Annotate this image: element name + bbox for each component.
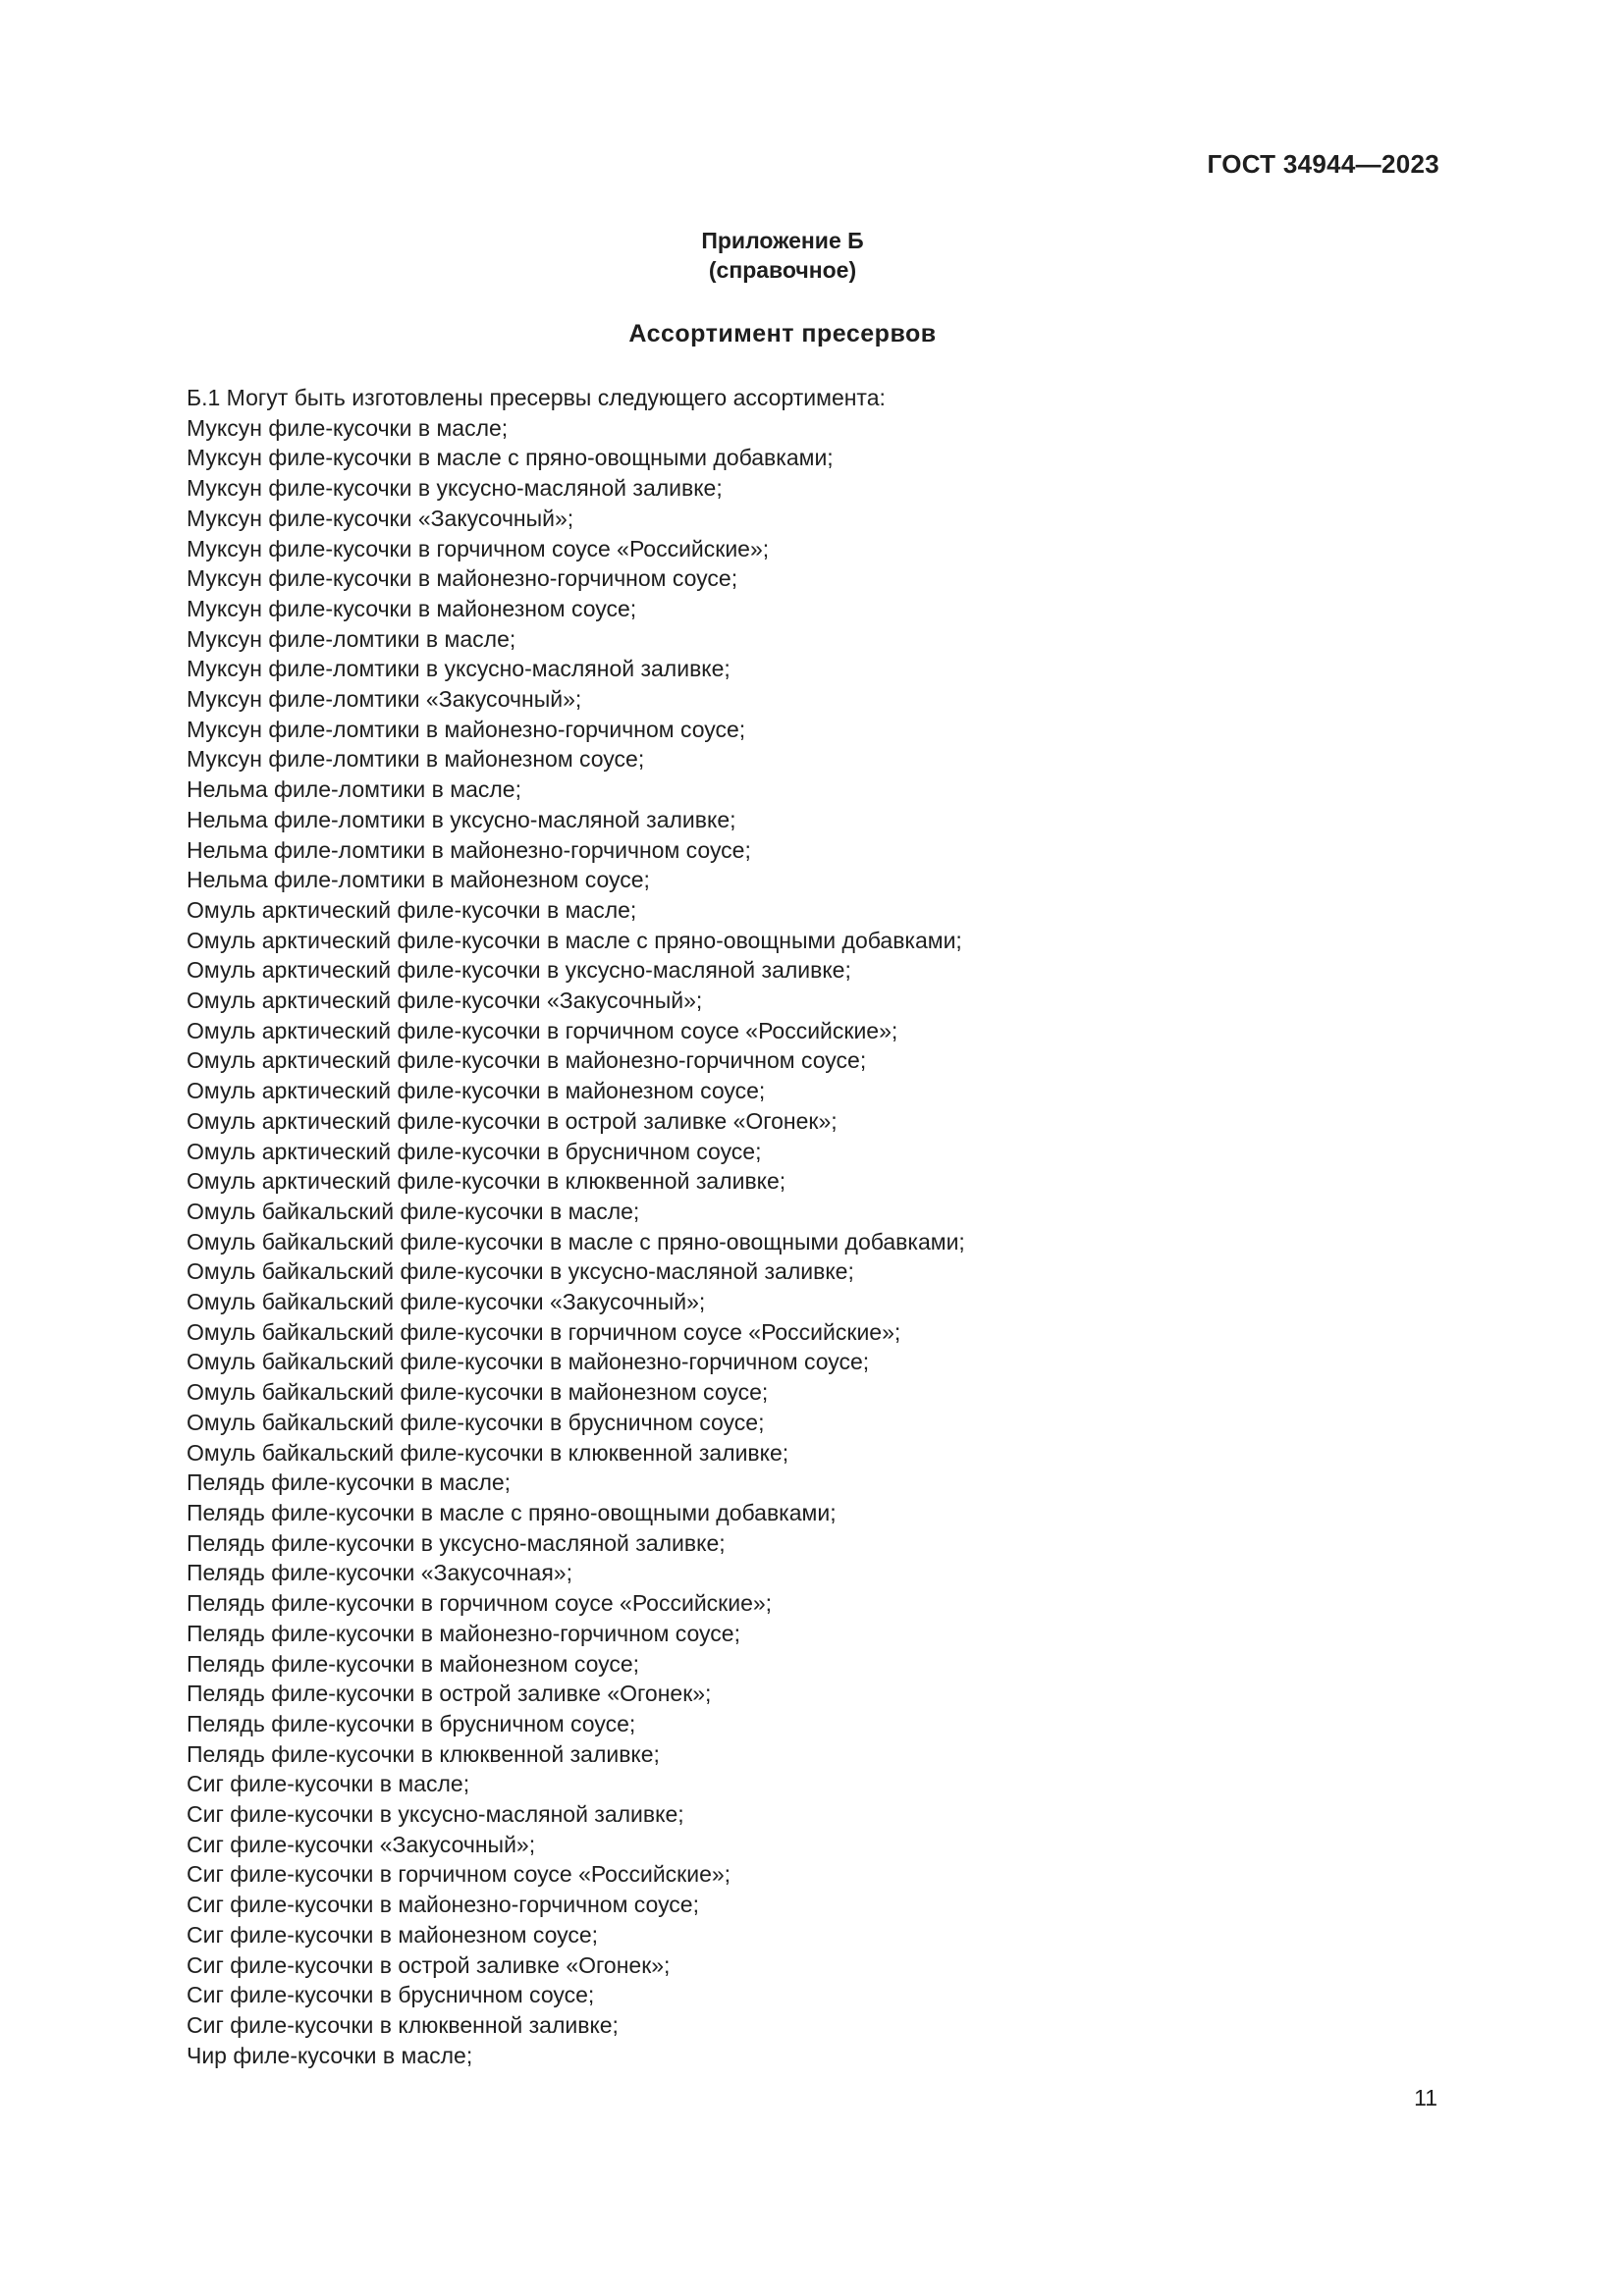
- list-item: Сиг филе-кусочки в уксусно-масляной заливке;: [187, 1801, 684, 1828]
- list-item: Муксун филе-ломтики в уксусно-масляной заливке;: [187, 656, 731, 682]
- list-item: Сиг филе-кусочки в майонезно-горчичном соусе;: [187, 1892, 699, 1918]
- list-item: Омуль арктический филе-кусочки в брусничном соусе;: [187, 1138, 762, 1164]
- annex-heading: [0, 226, 1565, 285]
- list-item: Муксун филе-кусочки в горчичном соусе «Российские»;: [187, 535, 770, 561]
- list-item: Омуль байкальский филе-кусочки в масле;: [187, 1198, 640, 1224]
- list-item: Сиг филе-кусочки в горчичном соусе «Российские»;: [187, 1861, 731, 1888]
- list-item: Пелядь филе-кусочки «Закусочная»;: [187, 1560, 572, 1586]
- list-item: Омуль арктический филе-кусочки в майонезно-горчичном соусе;: [187, 1047, 867, 1074]
- list-item: Пелядь филе-кусочки в острой заливке «Огонек»;: [187, 1681, 712, 1707]
- list-item: Омуль арктический филе-кусочки в острой заливке «Огонек»;: [187, 1107, 838, 1134]
- list-item: Чир филе-кусочки в масле;: [187, 2042, 473, 2068]
- list-item: Сиг филе-кусочки в клюквенной заливке;: [187, 2011, 619, 2038]
- list-item: Пелядь филе-кусочки в горчичном соусе «Российские»;: [187, 1590, 773, 1617]
- list-item: Пелядь филе-кусочки в масле с пряно-овощными добавками;: [187, 1500, 837, 1525]
- list-item: Омуль арктический филе-кусочки в уксусно-масляной заливке;: [187, 957, 851, 984]
- list-item: Муксун филе-кусочки в майонезном соусе;: [187, 595, 637, 621]
- list-item: Муксун филе-ломтики в масле;: [187, 625, 516, 652]
- list-item: Сиг филе-кусочки в майонезном соусе;: [187, 1921, 599, 1948]
- list-item: Омуль байкальский филе-кусочки в масле с пряно-овощными добавками;: [187, 1228, 965, 1255]
- list-item: Нельма филе-ломтики в майонезном соусе;: [187, 867, 650, 893]
- annex-label: Приложение Б: [701, 228, 864, 253]
- list-item: Муксун филе-кусочки в масле с пряно-овощными добавками;: [187, 445, 834, 471]
- list-item: Нельма филе-ломтики в уксусно-масляной заливке;: [187, 806, 736, 832]
- list-item: Омуль байкальский филе-кусочки в майонезно-горчичном соусе;: [187, 1349, 870, 1375]
- list-item: Омуль байкальский филе-кусочки в клюквенной заливке;: [187, 1439, 789, 1466]
- list-item: Нельма филе-ломтики в масле;: [187, 776, 521, 803]
- list-item: Пелядь филе-кусочки в брусничном соусе;: [187, 1710, 636, 1736]
- list-item: Омуль байкальский филе-кусочки «Закусочный»;: [187, 1289, 706, 1315]
- list-item: Муксун филе-кусочки в уксусно-масляной заливке;: [187, 475, 723, 502]
- list-item: Омуль арктический филе-кусочки в клюквенной заливке;: [187, 1168, 786, 1195]
- list-item: Пелядь филе-кусочки в уксусно-масляной заливке;: [187, 1529, 726, 1556]
- list-item: Омуль байкальский филе-кусочки в майонезном соусе;: [187, 1379, 769, 1406]
- list-item: Омуль арктический филе-кусочки в майонезном соусе;: [187, 1078, 766, 1104]
- list-item: Пелядь филе-кусочки в масле;: [187, 1469, 512, 1496]
- annex-type: (справочное): [708, 257, 857, 283]
- list-item: Сиг филе-кусочки в масле;: [187, 1771, 470, 1797]
- intro-paragraph: Б.1 Могут быть изготовлены пресервы следующего ассортимента:: [187, 385, 886, 410]
- list-item: Омуль арктический филе-кусочки в горчичном соусе «Российские»;: [187, 1017, 898, 1043]
- list-item: Муксун филе-ломтики в майонезном соусе;: [187, 746, 645, 773]
- list-item: Омуль арктический филе-кусочки в масле;: [187, 896, 637, 923]
- list-item: Пелядь филе-кусочки в майонезном соусе;: [187, 1650, 640, 1677]
- list-item: Муксун филе-кусочки «Закусочный»;: [187, 505, 574, 531]
- document-code: ГОСТ 34944—2023: [1207, 149, 1439, 179]
- product-list: [187, 413, 965, 2071]
- list-item: Сиг филе-кусочки в брусничном соусе;: [187, 1982, 595, 2008]
- list-item: Нельма филе-ломтики в майонезно-горчичном соусе;: [187, 836, 751, 863]
- list-item: Муксун филе-кусочки в майонезно-горчичном соусе;: [187, 565, 738, 592]
- list-item: Сиг филе-кусочки в острой заливке «Огонек»;: [187, 1951, 671, 1978]
- list-item: Омуль арктический филе-кусочки «Закусочный»;: [187, 988, 703, 1014]
- list-item: Сиг филе-кусочки «Закусочный»;: [187, 1831, 536, 1857]
- page-number: 11: [1414, 2085, 1437, 2110]
- list-item: Омуль байкальский филе-кусочки в уксусно-масляной заливке;: [187, 1258, 854, 1285]
- list-item: Омуль байкальский филе-кусочки в горчичном соусе «Российские»;: [187, 1318, 901, 1345]
- list-item: Муксун филе-ломтики «Закусочный»;: [187, 686, 582, 713]
- list-item: Пелядь филе-кусочки в майонезно-горчичном соусе;: [187, 1620, 740, 1646]
- list-item: Муксун филе-ломтики в майонезно-горчичном соусе;: [187, 716, 746, 742]
- list-item: Омуль арктический филе-кусочки в масле с пряно-овощными добавками;: [187, 927, 962, 953]
- annex-title: Ассортимент пресервов: [628, 320, 937, 347]
- list-item: Пелядь филе-кусочки в клюквенной заливке;: [187, 1740, 660, 1767]
- list-item: Омуль байкальский филе-кусочки в брусничном соусе;: [187, 1409, 765, 1435]
- list-item: Муксун филе-кусочки в масле;: [187, 414, 509, 441]
